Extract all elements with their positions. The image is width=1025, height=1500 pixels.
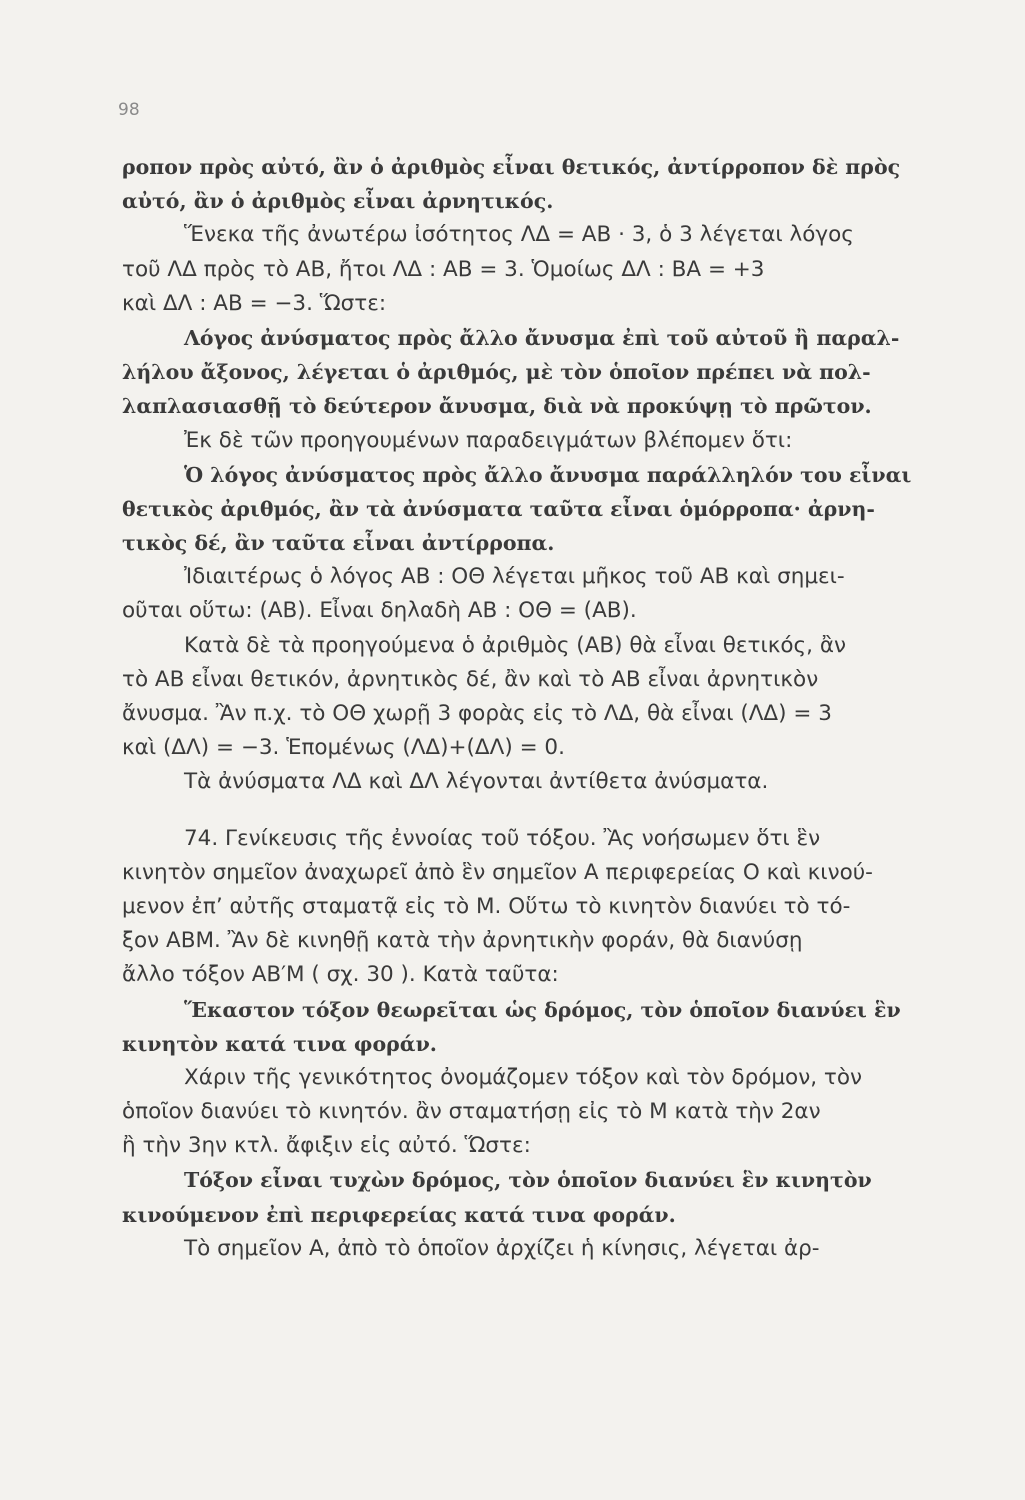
bold-text-line: θετικὸς ἀριθμός, ἂν τὰ ἀνύσματα ταῦτα εἶναι ὁμόρροπα· ἀρνη- xyxy=(122,496,875,521)
text-line: Ἐκ δὲ τῶν προηγουμένων παραδειγμάτων βλέπομεν ὅτι: xyxy=(184,427,793,453)
bold-text-line: Τόξον εἶναι τυχὼν δρόμος, τὸν ὁποῖον διανύει ἓν κινητὸν xyxy=(184,1168,872,1193)
bold-text-line: κινούμενον ἐπὶ περιφερείας κατά τινα φοράν. xyxy=(122,1202,676,1227)
bold-text-line: Ὁ λόγος ἀνύσματος πρὸς ἄλλο ἄνυσμα παράλληλόν του εἶναι xyxy=(184,462,912,487)
bold-text-line: τικὸς δέ, ἂν ταῦτα εἶναι ἀντίρροπα. xyxy=(122,531,555,556)
text-line: ἄλλο τόξον ΑΒ′Μ ( σχ. 30 ). Κατὰ ταῦτα: xyxy=(122,962,559,988)
bold-text-line: Λόγος ἀνύσματος πρὸς ἄλλο ἄνυσμα ἐπὶ τοῦ αὐτοῦ ἢ παραλ- xyxy=(184,325,900,350)
section-gap xyxy=(122,800,972,822)
text-line: μενον ἐπ’ αὐτῆς σταματᾷ εἰς τὸ Μ. Οὕτω τὸ κινητὸν διανύει τὸ τό- xyxy=(122,893,851,919)
text-line: ἄνυσμα. Ἂν π.χ. τὸ ΟΘ χωρῇ 3 φορὰς εἰς τὸ ΛΔ, θὰ εἶναι (ΛΔ) = 3 xyxy=(122,701,832,726)
text-line: καὶ (ΔΛ) = −3. Ἑπομένως (ΛΔ)+(ΔΛ) = 0. xyxy=(122,735,565,761)
text-line: τοῦ ΛΔ πρὸς τὸ ΑΒ, ἤτοι ΛΔ : ΑΒ = 3. Ὁμοίως ΔΛ : ΒΑ = +3 xyxy=(122,256,765,282)
bold-text-line: αὐτό, ἂν ὁ ἀριθμὸς εἶναι ἀρνητικός. xyxy=(122,189,554,214)
text-line: Χάριν τῆς γενικότητος ὀνομάζομεν τόξον καὶ τὸν δρόμον, τὸν xyxy=(184,1064,862,1090)
body-text xyxy=(122,150,972,1266)
text-line: ἢ τὴν 3ην κτλ. ἄφιξιν εἰς αὐτό. Ὥστε: xyxy=(122,1133,531,1159)
bold-text-line: Ἕκαστον τόξον θεωρεῖται ὡς δρόμος, τὸν ὁποῖον διανύει ἓν xyxy=(184,997,901,1022)
text-line: ξον ΑΒΜ. Ἂν δὲ κινηθῇ κατὰ τὴν ἀρνητικὴν φοράν, θὰ διανύσῃ xyxy=(122,928,803,954)
page-number: 98 xyxy=(118,100,140,120)
text-line: ὁποῖον διανύει τὸ κινητόν. ἂν σταματήσῃ εἰς τὸ Μ κατὰ τὴν 2αν xyxy=(122,1099,821,1125)
bold-text-line: λαπλασιασθῇ τὸ δεύτερον ἄνυσμα, διὰ νὰ προκύψῃ τὸ πρῶτον. xyxy=(122,394,872,419)
text-line: Ἕνεκα τῆς ἀνωτέρω ἰσότητος ΛΔ = ΑΒ · 3, ὁ 3 λέγεται λόγος xyxy=(184,222,854,248)
bold-text-line: ροπον πρὸς αὐτό, ἂν ὁ ἀριθμὸς εἶναι θετικός, ἀντίρροπον δὲ πρὸς xyxy=(122,155,901,179)
text-line: καὶ ΔΛ : ΑΒ = −3. Ὥστε: xyxy=(122,290,387,316)
text-line: Ἰδιαιτέρως ὁ λόγος ΑΒ : ΟΘ λέγεται μῆκος τοῦ ΑΒ καὶ σημει- xyxy=(184,564,845,590)
bold-text-line: λήλου ἄξονος, λέγεται ὁ ἀριθμός, μὲ τὸν ὁποῖον πρέπει νὰ πολ- xyxy=(122,360,871,385)
text-line: Κατὰ δὲ τὰ προηγούμενα ὁ ἀριθμὸς (ΑΒ) θὰ εἶναι θετικός, ἂν xyxy=(184,632,847,658)
text-line: τὸ ΑΒ εἶναι θετικόν, ἀρνητικὸς δέ, ἂν καὶ τὸ ΑΒ εἶναι ἀρνητικὸν xyxy=(122,666,819,692)
bold-text-line: κινητὸν κατά τινα φοράν. xyxy=(122,1031,437,1056)
text-line: Τὸ σημεῖον Α, ἀπὸ τὸ ὁποῖον ἀρχίζει ἡ κίνησις, λέγεται ἀρ- xyxy=(184,1235,820,1261)
text-line: κινητὸν σημεῖον ἀναχωρεῖ ἀπὸ ἓν σημεῖον Α περιφερείας Ο καὶ κινού- xyxy=(122,859,873,885)
text-line: οῦται οὕτω: (ΑΒ). Εἶναι δηλαδὴ ΑΒ : ΟΘ = (ΑΒ). xyxy=(122,598,637,624)
text-line: Τὰ ἀνύσματα ΛΔ καὶ ΔΛ λέγονται ἀντίθετα ἀνύσματα. xyxy=(184,769,769,795)
text-line: 74. Γενίκευσις τῆς ἐννοίας τοῦ τόξου. Ἂς νοήσωμεν ὅτι ἓν xyxy=(184,825,821,851)
